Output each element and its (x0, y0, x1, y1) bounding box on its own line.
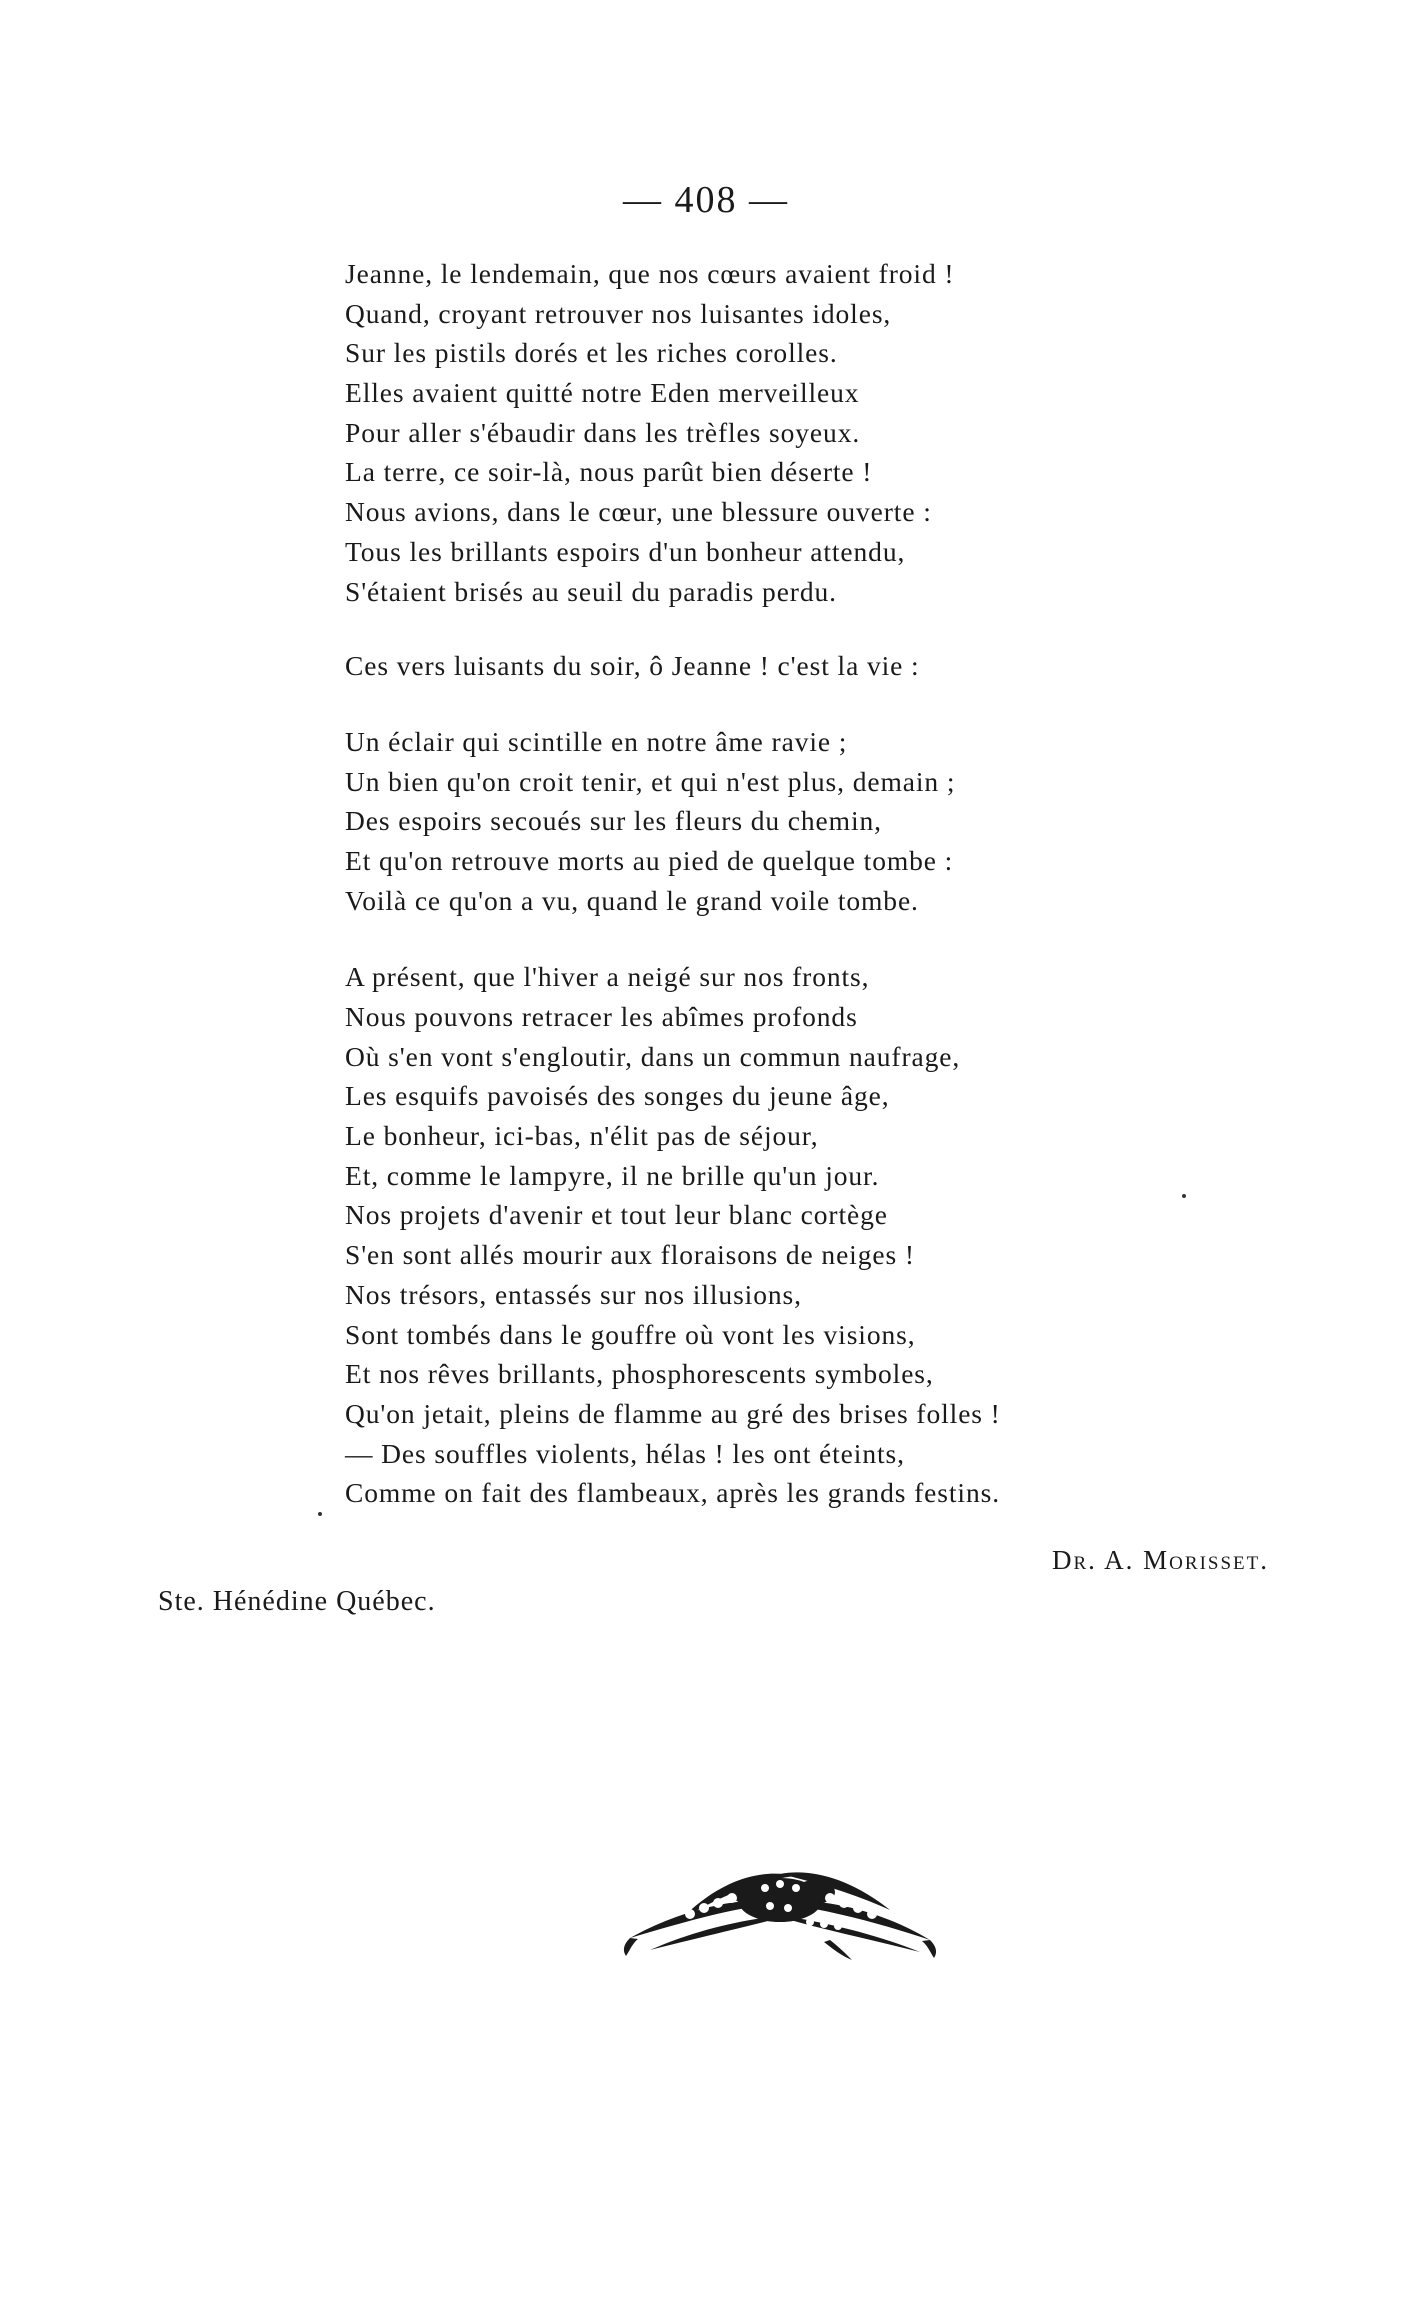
poem-line: A présent, que l'hiver a neigé sur nos fronts, (345, 961, 870, 993)
stanza-2 (345, 646, 1245, 686)
poem-line: Jeanne, le lendemain, que nos cœurs avaient froid ! (345, 258, 955, 289)
page-number: — 408 — (623, 179, 789, 221)
poem-line: Le bonheur, ici-bas, n'élit pas de séjour, (345, 1120, 819, 1152)
stanza-3 (345, 722, 1245, 920)
poem-line: Et qu'on retrouve morts au pied de quelque tombe : (345, 844, 954, 876)
poem-line: Nos trésors, entassés sur nos illusions, (345, 1278, 802, 1310)
poem-line: Sur les pistils dorés et les riches corolles. (345, 337, 838, 369)
poem-line: Un bien qu'on croit tenir, et qui n'est plus, demain ; (345, 765, 956, 797)
poem-line: Les esquifs pavoisés des songes du jeune âge, (345, 1080, 890, 1112)
poem-line: Nous avions, dans le cœur, une blessure ouverte : (345, 496, 932, 528)
poem-line: Qu'on jetait, pleins de flamme au gré des brises folles ! (345, 1397, 1001, 1429)
poem-line: S'étaient brisés au seuil du paradis perdu. (345, 575, 837, 607)
print-speck (318, 1512, 322, 1516)
poem-line: Nos projets d'avenir et tout leur blanc cortège (345, 1199, 888, 1231)
place-of-writing: Ste. Hénédine Québec. (158, 1586, 436, 1617)
poem-line: Elles avaient quitté notre Eden merveilleux (345, 377, 860, 409)
poem-line: Des espoirs secoués sur les fleurs du chemin, (345, 805, 882, 837)
author-signature: Dr. A. Morisset. (1051, 1545, 1269, 1575)
poem-line: Tous les brillants espoirs d'un bonheur attendu, (345, 535, 906, 567)
poem-line: Un éclair qui scintille en notre âme ravie ; (345, 725, 848, 757)
floral-spray-ornament-icon (620, 1840, 940, 1960)
print-speck (1182, 1194, 1186, 1198)
poem-line: Et, comme le lampyre, il ne brille qu'un jour. (345, 1159, 880, 1191)
poem (345, 254, 1245, 1513)
poem-line: Où s'en vont s'engloutir, dans un commun naufrage, (345, 1040, 961, 1072)
poem-line: Pour aller s'ébaudir dans les trèfles soyeux. (345, 416, 861, 448)
poem-line: Sont tombés dans le gouffre où vont les visions, (345, 1318, 916, 1350)
poem-line: Ces vers luisants du soir, ô Jeanne ! c'est la vie : (345, 650, 920, 682)
poem-line: La terre, ce soir-là, nous parût bien déserte ! (345, 456, 873, 488)
poem-line: — Des souffles violents, hélas ! les ont éteints, (345, 1437, 905, 1469)
poem-line: Et nos rêves brillants, phosphorescents symboles, (345, 1358, 934, 1390)
poem-line: S'en sont allés mourir aux floraisons de neiges ! (345, 1239, 915, 1271)
poem-line: Comme on fait des flambeaux, après les grands festins. (345, 1477, 1000, 1509)
poem-line: Voilà ce qu'on a vu, quand le grand voile tombe. (345, 884, 919, 916)
stanza-4 (345, 957, 1245, 1513)
stanza-1 (345, 254, 1245, 611)
poem-line: Quand, croyant retrouver nos luisantes idoles, (345, 297, 892, 329)
poem-line: Nous pouvons retracer les abîmes profonds (345, 1001, 858, 1032)
